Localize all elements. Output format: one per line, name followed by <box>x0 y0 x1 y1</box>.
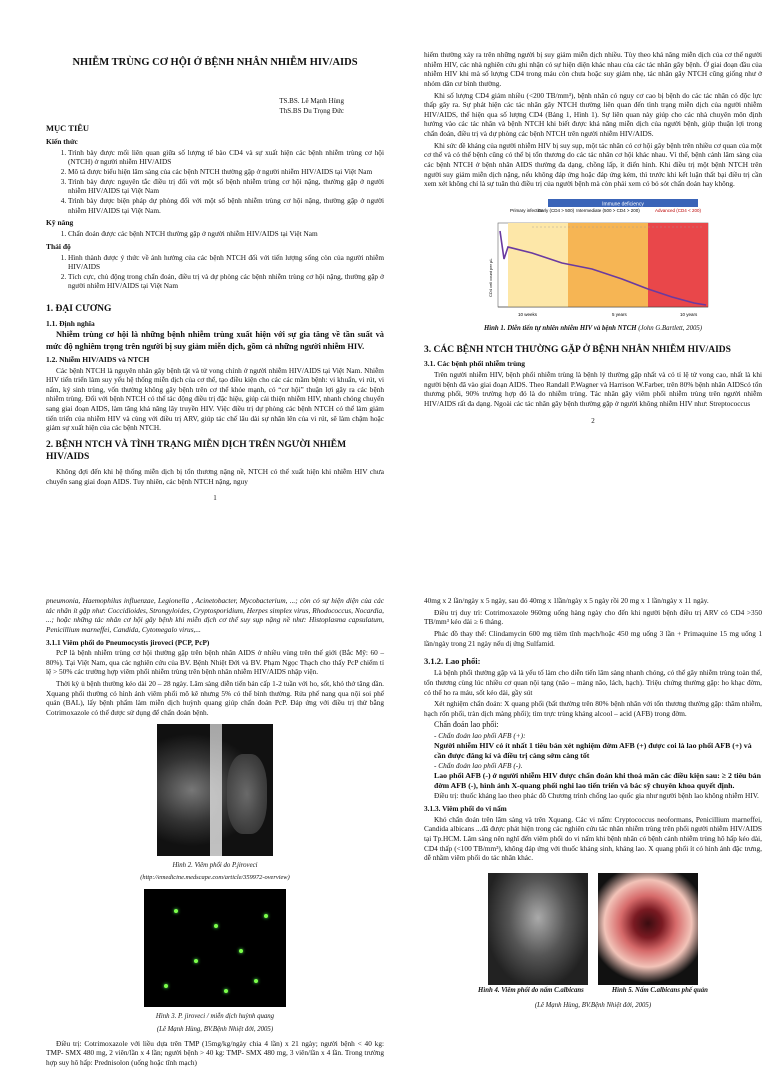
knowledge-heading: Kiến thức <box>46 136 78 146</box>
section-1-1-heading: 1.1. Định nghĩa <box>46 318 95 328</box>
tb-afb-positive: - Chẩn đoán lao phổi AFB (+): <box>434 731 526 741</box>
list-item: 2. Mô tả được biểu hiện lâm sàng của các bệnh NTCH thường gặp ở người nhiễm HIV/AIDS tại Việt Nam <box>68 167 384 177</box>
list-item: 1. Hình thành được ý thức về ảnh hưởng của các bệnh NTCH đối với tiến lượng sống còn của người nhiễm HIV/AIDS <box>68 253 384 272</box>
y-axis-label: CD4 cell count per µL <box>488 258 493 297</box>
paragraph: Là bệnh phổi thường gặp và là yếu tố làm cho diễn tiến lâm sàng nhanh chóng, có thể gây nhiễm trùng toàn thể, tổn thương cùng lúc nhiều cơ quan nội tạng (não – màng não, lách, hạch). Triệu chứng thường gặp: ho khạc đờm, có thể ho ra máu, sốt kéo dài, gầy sút <box>424 668 762 697</box>
early-zone <box>508 223 568 307</box>
section-3-1-heading: 3.1. Các bệnh phổi nhiễm trùng <box>424 359 526 369</box>
stage-label: Early (CD4 > 500) <box>538 207 575 213</box>
immunofluorescence-image <box>144 889 286 1007</box>
figure-1-caption <box>424 325 762 334</box>
section-1-2-heading: 1.2. Nhiễm HIV/AIDS và NTCH <box>46 354 150 364</box>
figure-4-caption: Hình 4. Viêm phổi do nấm C.albicans <box>478 986 584 994</box>
tb-diagnosis-heading: Chẩn đoán lao phổi: <box>434 720 499 730</box>
figure-2-source: (http://emedicine.medscape.com/article/359972-overview) <box>140 874 290 882</box>
paragraph: Khó chẩn đoán trên lâm sàng và trên Xquang. Các vi nấm: Cryptococcus neoformans, Penicillium marneffei, Candida albicans ...đã được phát hiện trong các nghiên cứu tác nhân nhiễm trùng trên phổi người nhiễm HIV/AIDS tại Tp.HCM. Lâm sàng nên nghĩ đến viêm phổi do vi nấm khi bệnh nhân có bệnh cảnh nhiễm trùng hô hấp kéo dài, CD4 thấp (<100 TB/mm³), không đáp ứng với thuốc kháng sinh, kháng lao. X quang phổi ít có hình ảnh đặc trưng, dễ nhầm viêm phổi do tác nhân khác. <box>424 814 762 863</box>
intermediate-zone <box>568 223 648 307</box>
spine <box>210 724 222 856</box>
paragraph: Khi sức đề kháng của người nhiễm HIV bị suy sụp, một tác nhân có cơ hội gây bệnh trên nhiều cơ quan của một cơ thể và có thể bệnh cũng có thể bị tổn thương do các tác nhân cơ hội khác nhau. Vì thế, bệnh cảnh lâm sàng của các bệnh NTCH ở bệnh nhân AIDS thường đa dạng, chồng lấp, ít điển hình. Khi điều trị một bệnh NTCH trên người suy giảm miễn dịch nặng, nếu không đáp ứng hoặc đáp ứng kém, thì trước khi kết luận thất bại điều trị cần xem xét không chỉ là sự tuân thủ điều trị của người bệnh mà còn phải xem có bỏ sót chẩn đoán hay không. <box>424 140 762 189</box>
page-1 <box>46 50 384 503</box>
fluorescent-dot <box>214 924 218 928</box>
x-tick-label: 10 weeks <box>518 311 538 317</box>
caption-label: Hình 1. <box>483 324 506 332</box>
page-3 <box>46 596 384 1070</box>
list-item: 1. Trình bày được mối liên quan giữa số lượng tế bào CD4 và sự xuất hiện các bệnh nhiễm trùng cơ hội (NTCH) ở người nhiễm HIV/AIDS <box>68 148 384 167</box>
stage-label: Advanced (CD4 < 200) <box>655 207 701 213</box>
hiv-progression-figure <box>462 197 724 321</box>
caption-text: Diễn tiến tự nhiên nhiễm HIV và bệnh NTCH <box>505 324 639 332</box>
objectives-heading: MỤC TIÊU <box>46 122 90 133</box>
caption-row <box>424 985 762 1000</box>
candida-xray-image <box>488 873 588 985</box>
page-number: 1 <box>213 494 217 503</box>
list-item: 2. Tích cực, chủ động trong chẩn đoán, điều trị và dự phòng các bệnh nhiễm trùng cơ hội nặng, thường gặp ở người nhiễm HIV/AIDS tại Việt Nam <box>68 272 384 291</box>
paragraph: 40mg x 2 lần/ngày x 5 ngày, sau đó 40mg x 1lần/ngày x 5 ngày rồi 20 mg x 1 lần/ngày x 11 ngày. <box>424 596 709 605</box>
paragraph: Trên người nhiễm HIV, bệnh phổi nhiễm trùng là bệnh lý thường gặp nhất và có tỉ lệ tử vong cao, nhất là khi người bệnh đã vào giai đoạn AIDS. Theo Randall P.Wagner và Harrison W.Farber, trên 80% bệnh nhân AIDScó tổn thương phổi, 90% trường hợp đó là do nhiễm trùng. Tác nhân gây viêm phổi nhiễm trùng trên người nhiễm HIV/AIDS rất đa dạng. Ngoài các tác nhân gây bệnh thường gặp ở người không nhiễm HIV như: Streptococcus <box>424 370 762 409</box>
figure-svg <box>462 197 724 321</box>
section-2-heading: 2. BỆNH NTCH VÀ TÌNH TRẠNG MIỄN DỊCH TRÊN NGƯỜI NHIỄM HIV/AIDS <box>46 439 347 463</box>
fluorescent-dot <box>254 979 258 983</box>
x-tick-label: 5 years <box>612 311 627 317</box>
page-2 <box>424 50 762 426</box>
tb-afb-positive-text: Người nhiễm HIV có ít nhất 1 tiêu bản xét nghiệm đờm AFB (+) được coi là lao phổi AFB (+) và cần được đăng kí và điều trị càng sớm càng tốt <box>434 740 752 760</box>
figure-4-5-source: (Lê Mạnh Hùng, BV.Bệnh Nhiệt đới, 2005) <box>534 1001 652 1009</box>
knowledge-list <box>46 148 384 215</box>
paragraph: Các bệnh NTCH là nguyên nhân gây bệnh tật và tử vong chính ở người nhiễm HIV/AIDS tại Việt Nam. Nhiễm HIV tiến triển làm suy yếu hệ thống miễn dịch của cơ thể, tạo điều kiện cho các các mầm bệnh: vi khuẩn, vi rút, vi nấm, ký sinh trùng, vốn thường không gây bệnh trên cơ thể khỏe mạnh, có “cơ hội” thuận lợi gây ra các bệnh nhiễm trùng. Đối với bệnh NTCH có thể tác động điều trị đặc hiệu, giúp cải thiện nhiễm HIV, nhanh chóng chuyển sang giai đoạn AIDS, làm tăng khả năng lây truyền HIV. Việc điều trị dự phòng các bệnh NTCH có thể làm giảm tiến triển của nhiễm HIV và cùng với điều trị ARV, giúp tác chế lâu dài sự nhân lên của vi rút, sẽ làm chậm hoặc giảm sự xuất hiện của các bệnh NTCH. <box>46 365 384 433</box>
paragraph: PcP là bệnh nhiễm trùng cơ hội thường gặp trên bệnh nhân AIDS ở nhiều vùng trên thế giới (Bắc Mỹ: 60 – 80%). Tại Việt Nam, qua các nghiên cứu của BV. Bệnh Nhiệt Đới và BV. Phạm Ngọc Thạch cho thấy PcP chiếm tỉ lệ > 50% các trường hợp viêm phổi nhiễm trùng trên bệnh nhân nhiễm HIV/AIDS nhập viện. <box>46 648 384 677</box>
list-item: 3. Trình bày được nguyên tắc điều trị đối với một số bệnh nhiễm trùng cơ hội nặng, thường gặp ở người nhiễm HIV/AIDS tại Việt Nam <box>68 177 384 196</box>
paragraph: pneumonia, Haemophilus influenzae, Legionella , Acinetobacter, Mycobacterium, ...; còn có sự hiện diện của các tác nhân ít gặp như: Coccidioides, Strongyloides, Cryptosporidium, Herpes simplex virus, Rhodococcus, Nocardia, ...; hoặc những tác nhân cơ hội gây bệnh khi miễn dịch cơ thể suy sụp nặng nề như: Histoplasma capsulatum, Penicillium marneffei, Candida, Cytomegalo virus,... <box>46 596 384 634</box>
definition-paragraph: Nhiễm trùng cơ hội là những bệnh nhiễm trùng xuất hiện với sự gia tăng về tần suất và mức độ nghiêm trọng trên người bị suy giảm miễn dịch, gồm cả những người nhiễm HIV. <box>46 330 384 351</box>
fluorescent-dot <box>224 989 228 993</box>
paragraph: Điều trị: thuốc kháng lao theo phác đồ Chương trình chống lao quốc gia như người bệnh lao không nhiễm HIV. <box>434 791 759 801</box>
author-1: TS.BS. Lê Mạnh Hùng <box>279 96 344 105</box>
paragraph: Khi số lượng CD4 giảm nhiều (<200 TB/mm³), bệnh nhân có nguy cơ cao bị bệnh do các tác nhân có độc lực thấp gây ra. Sự phát hiện các tác nhân gây NTCH thường liên quan đến tình trạng miễn dịch của người nhiễm HIV/AIDS, thể hiện qua số lượng CD4 (Bảng 1, Hình 1). Sự liên quan này giúp cho các nhà chuyên môn định hướng vào các tác nhân và bệnh NTCH khi biết được khả năng miễn dịch của người bệnh, giúp thuận lợi trong chẩn đoán, điều trị và dự phòng các bệnh NTCH trên người nhiễm HIV/AIDS. <box>424 90 762 138</box>
page-number: 2 <box>591 416 595 425</box>
skills-heading: Kỹ năng <box>46 218 74 228</box>
x-tick-label: 10 years <box>680 311 698 317</box>
fluorescent-dot <box>194 959 198 963</box>
immune-band-label: Immune deficiency <box>602 201 644 208</box>
fluorescent-dot <box>164 984 168 988</box>
list-item: 4. Trình bày được biện pháp dự phòng đối với một số bệnh nhiễm trùng cơ hội nặng, thường gặp ở người nhiễm HIV/AIDS tại Việt Nam. <box>68 196 384 215</box>
figure-3-source: (Lê Mạnh Hùng, BV.Bệnh Nhiệt đới, 2005) <box>156 1025 274 1033</box>
paragraph: Điều trị duy trì: Cotrimoxazole 960mg uống hàng ngày cho đến khi người bệnh điều trị ARV có CD4 >350 TB/mm³ kéo dài ≥ 6 tháng. <box>424 607 762 627</box>
authors <box>46 96 344 117</box>
paragraph: Phác đồ thay thế: Clindamycin 600 mg tiêm tĩnh mạch/hoặc 450 mg uống 3 lần + Primaquine 15 mg uống 1 lần/ngày trong 21 ngày nếu dị ứng Sulfamid. <box>424 628 762 648</box>
section-3-1-3-heading: 3.1.3. Viêm phổi do vi nấm <box>424 804 507 814</box>
figure-2-caption: Hình 2. Viêm phổi do P.jiroveci <box>172 861 258 869</box>
caption-source: (John G.Bartlett, 2005) <box>638 324 703 332</box>
attitude-heading: Thái độ <box>46 241 71 251</box>
list-item: 1. Chẩn đoán được các bệnh NTCH thường gặp ở người nhiễm HIV/AIDS tại Việt Nam <box>68 229 384 239</box>
paragraph: Xét nghiệm chẩn đoán: X quang phổi (bất thường trên 80% bệnh nhân với tổn thương thường gặp: thâm nhiễm, hạch rốn phổi, tràn dịch màng phổi); tìm trực trùng kháng alcool – acid (AFB) trong đờm. <box>424 699 762 718</box>
section-3-1-1-heading: 3.1.1 Viêm phổi do Pneumocystis jiroveci (PCP, PcP) <box>46 637 210 647</box>
bronchoscopy-image <box>598 873 698 985</box>
attitude-list <box>46 253 384 292</box>
figure-5-caption: Hình 5. Nấm C.albicans phế quản <box>611 986 708 994</box>
section-1-heading: 1. ĐẠI CƯƠNG <box>46 304 112 315</box>
lung <box>227 754 267 834</box>
section-3-heading: 3. CÁC BỆNH NTCH THƯỜNG GẶP Ở BỆNH NHÂN NHIỄM HIV/AIDS <box>424 344 731 355</box>
page-4 <box>424 596 762 1015</box>
figure-row <box>424 873 762 985</box>
stage-label: Intermediate (500 > CD4 > 200) <box>576 207 640 213</box>
fluorescent-dot <box>239 949 243 953</box>
author-2: ThS.BS Du Trọng Đức <box>279 107 344 116</box>
skills-list <box>46 229 384 239</box>
figure-3-caption: Hình 3. P. jiroveci / miễn dịch huỳnh quang <box>155 1012 275 1020</box>
pcp-xray-image <box>157 724 273 856</box>
paragraph: Điều trị: Cotrimoxazole với liều dựa trên TMP (15mg/kg/ngày chia 4 lần) x 21 ngày; người bệnh < 40 kg: TMP- SMX 480 mg, 2 viên/lần x 4 lần; người bệnh > 40 kg: TMP- SMX 480 mg, 3 viên/lần x 4 lần. Trong trường hợp suy hô hấp: Prednisolon (uống hoặc tĩnh mạch) <box>46 1038 384 1068</box>
tb-afb-negative-text: Lao phổi AFB (-) ở người nhiễm HIV được chẩn đoán khi thoả mãn các điều kiện sau: ≥ 2 tiêu bản đờm AFB (-), hình ảnh X-quang phổi nghi lao tiến triển và bác sỹ chuyên khoa quyết định. <box>434 770 761 791</box>
fluorescent-dot <box>174 909 178 913</box>
fluorescent-dot <box>264 914 268 918</box>
paragraph: Thời kỳ ủ bệnh thường kéo dài 20 – 28 ngày. Lâm sàng diễn tiến bán cấp 1-2 tuần với ho, sốt, khó thở tăng dần. Xquang phổi thường có hình ảnh viêm phổi mô kẽ nhưng 5% có thể bình thường. Rửa phế nang qua nội soi phế quản (BAL), lấy bệnh phẩm làm miễn dịch huỳnh quang giúp chẩn đoán PcP. Đáp ứng với điều trị thử bằng Cotrimoxazole có thể được sử dụng để chẩn đoán bệnh. <box>46 679 384 717</box>
document-title: NHIỄM TRÙNG CƠ HỘI Ở BỆNH NHÂN NHIỄM HIV/AIDS <box>72 57 358 68</box>
tb-afb-negative: - Chẩn đoán lao phổi AFB (-). <box>434 761 523 771</box>
stage-label: Primary infection <box>510 207 544 213</box>
paragraph: Không đợi đến khi hệ thống miễn dịch bị tổn thương nặng nề, NTCH có thể xuất hiện khi nhiễm HIV chưa chuyển sang giai đoạn AIDS. Tuy nhiên, các bệnh NTCH nặng, nguy <box>46 466 384 486</box>
paragraph: hiểm thường xảy ra trên những người bị suy giảm miễn dịch nhiều. Tùy theo khả năng miễn dịch của cơ thể người nhiễm HIV, các nhà nghiên cứu ghi nhận có sự hiện diện khác nhau của các tác nhân gây bệnh. Ở giai đoạn đầu của nhiễm HIV khi mà số lượng CD4 trong máu còn chưa hoặc suy giảm nhẹ, tác nhân gây NTCH cũng giống như ở nhóm dân cư bình thường. <box>424 50 762 88</box>
advanced-zone <box>648 223 708 307</box>
section-3-1-2-heading: 3.1.2. Lao phổi: <box>424 656 481 667</box>
